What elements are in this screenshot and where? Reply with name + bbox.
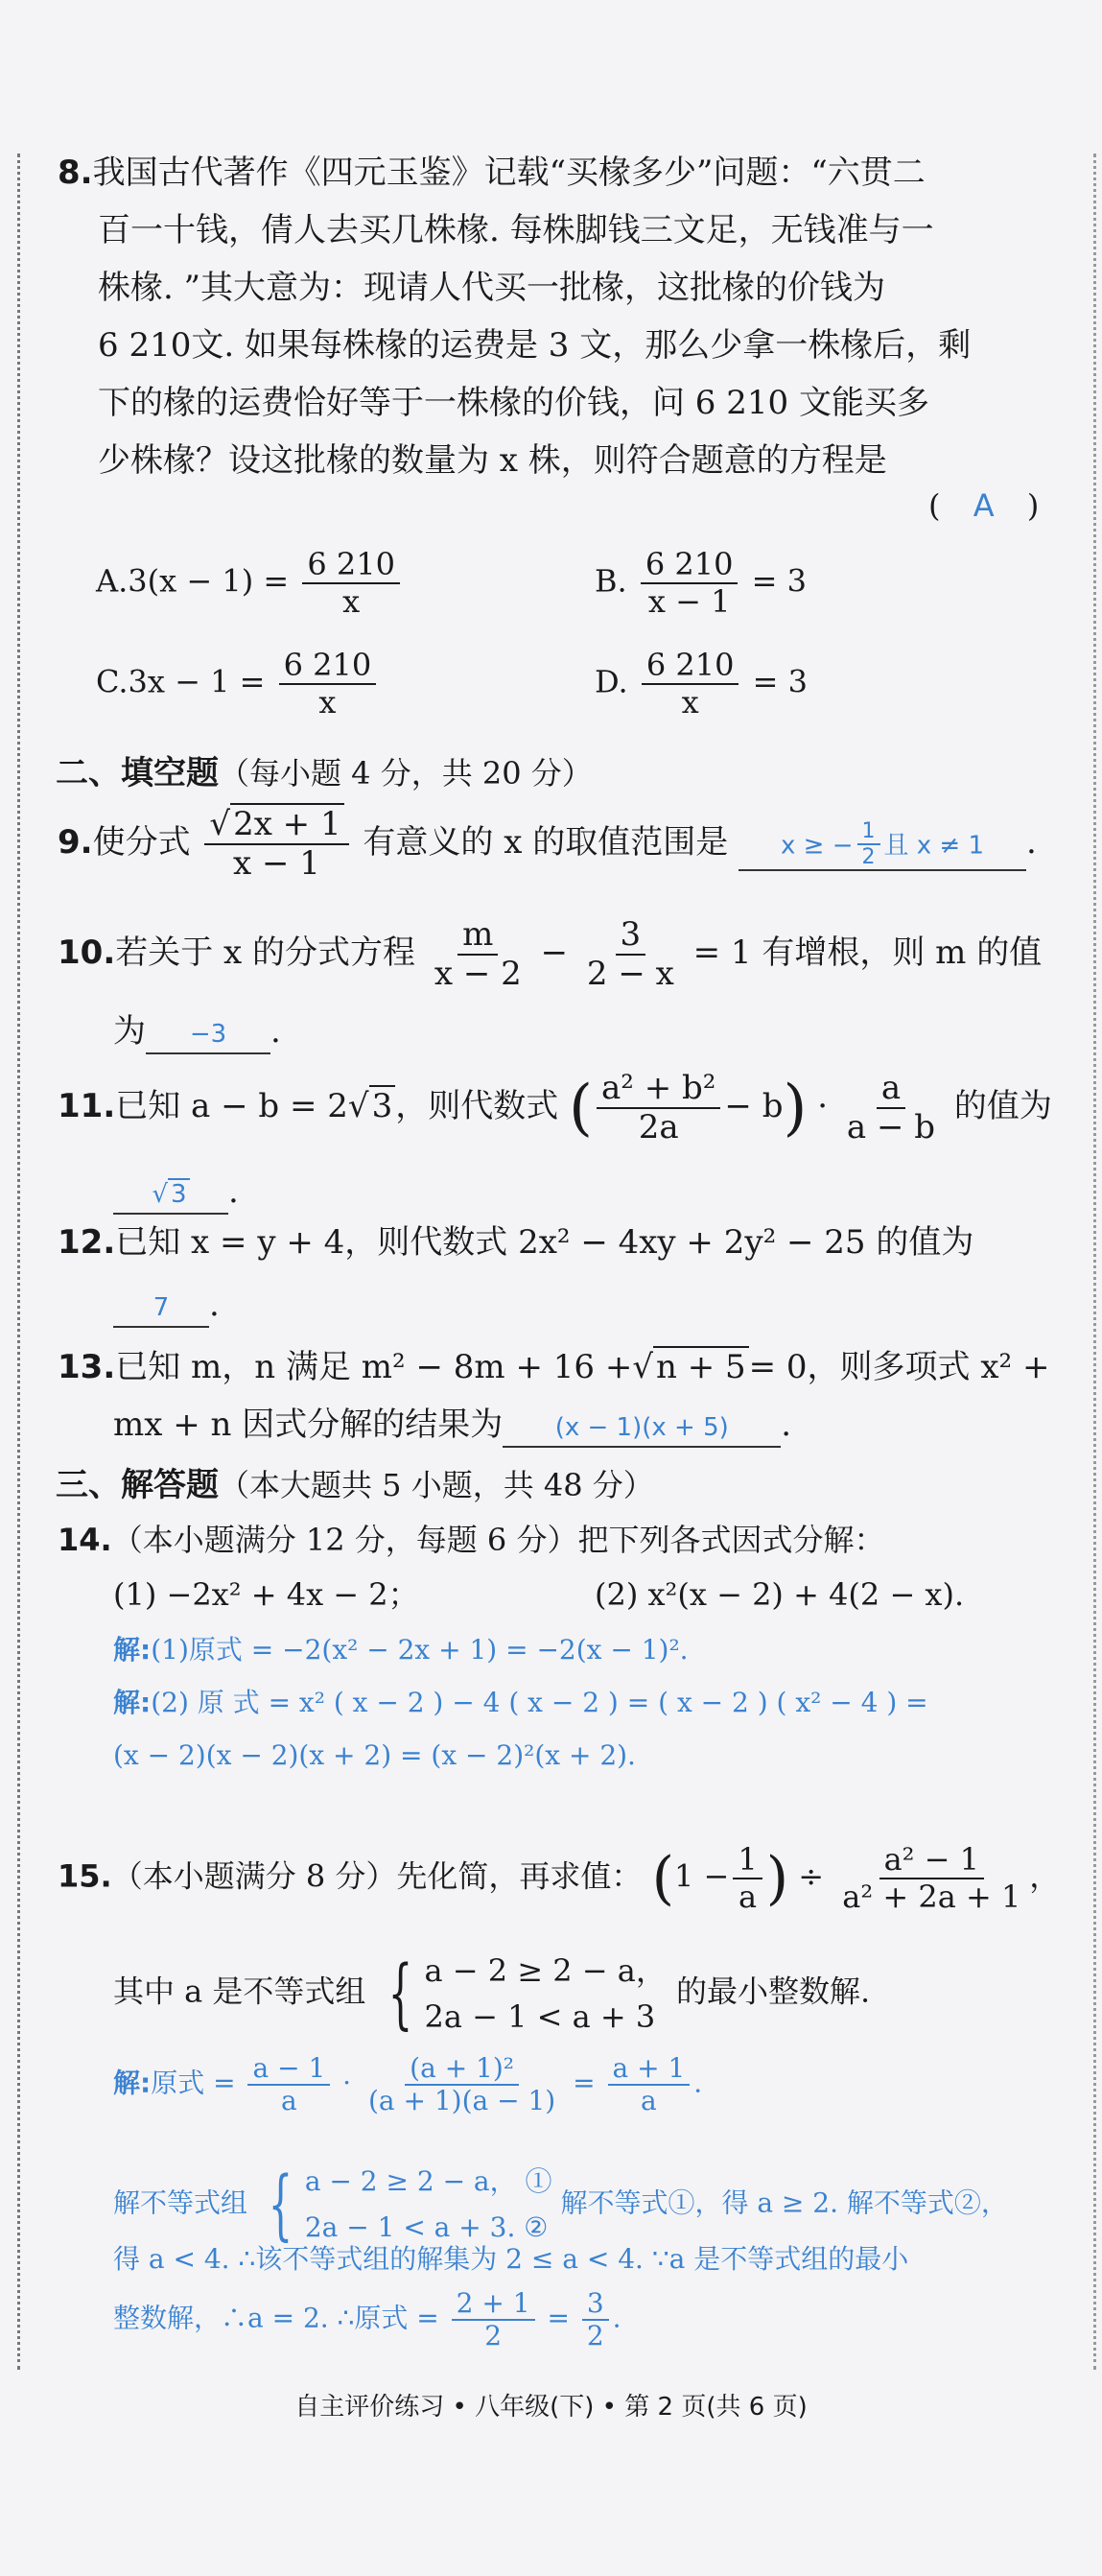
q8-option-c[interactable]: C.3x − 1 = $\frac{6 210}{x}$ [96, 648, 380, 721]
fraction: $\frac{6 210}{x}$ [302, 547, 400, 620]
question-13: 13.已知 m，n 满足 m² − 8m + 16 +√n + 5= 0，则多项式 x² + [58, 1348, 1050, 1386]
inequality-system: { a − 2 ≥ 2 − a， 2a − 1 < a + 3 [387, 1949, 667, 2038]
fraction: $\frac{6 210}{x}$ [279, 648, 377, 721]
q8-option-d[interactable]: D. $\frac{6 210}{x}$ = 3 [595, 647, 808, 721]
q15-condition: 其中 a 是不等式组 { a − 2 ≥ 2 − a， 2a − 1 < a + 3 的最小整数解. [113, 1949, 871, 2038]
question-9: 9.使分式 $\frac{√2x + 1}{x - 1}$ 有意义的 x 的取值范围是 x ≥ − $\frac{1}{2}$ 且 x ≠ 1 . [58, 805, 1037, 884]
q8-line-1: 8.我国古代著作《四元玉鉴》记载“买椽多少”问题：“六贯二 [58, 154, 926, 192]
fraction: $\frac{m}{x - 2}$ [434, 915, 522, 994]
q8-option-b[interactable]: B. $\frac{6 210}{x - 1}$ = 3 [595, 546, 807, 620]
q8-line-5: 下的椽的运费恰好等于一株椽的价钱，问 6 210 文能买多 [98, 384, 929, 422]
question-11-line-2: √ 3 . [113, 1163, 1102, 1220]
question-13-line-2: mx + n 因式分解的结果为 (x − 1)(x + 5) . [113, 1396, 1102, 1453]
question-10-line-2: 为 −3 . [113, 1003, 1102, 1060]
fraction: $\frac{a + 1}{a}$ [608, 2053, 691, 2116]
q10-answer-blank[interactable]: −3 [146, 1013, 270, 1054]
fraction: $\frac{√2x + 1}{x - 1}$ [204, 806, 348, 883]
fraction: $\frac{3}{2}$ [582, 2288, 609, 2351]
q8-line-3: 株椽. ”其大意为：现请人代买一批椽，这批椽的价钱为 [98, 269, 885, 307]
question-8 [58, 144, 1065, 489]
section-3-heading: 三、解答题（本大题共 5 小题，共 48 分） [56, 1466, 654, 1504]
question-12: 12.已知 x = y + 4，则代数式 2x² − 4xy + 2y² − 25 的值为 [58, 1223, 974, 1262]
fraction: $\frac{\text{a² + b²}}{2a}$ [597, 1070, 720, 1146]
q12-answer-blank[interactable]: 7 [113, 1287, 209, 1328]
q15-solution-4: 整数解，∴a = 2. ∴原式 = $\frac{2 + 1}{2}$ = $\frac{3}{2}$ . [113, 2287, 621, 2352]
fraction: $\frac{1}{2}$ [857, 819, 880, 870]
question-15: 15.（本小题满分 8 分）先化简，再求值： (1 − $\frac{1}{a}$ ) ÷ $\frac{\text{a² − 1}}{\text{a² + 2a + 1}}$ ， [58, 1841, 1061, 1915]
question-14: 14.（本小题满分 12 分，每题 6 分）把下列各式因式分解： [58, 1522, 885, 1558]
fraction: $\frac{a - 1}{a}$ [247, 2053, 330, 2116]
question-11: 11.已知 a − b = 2√3，则代数式 ( $\frac{\text{a² + b²}}{2a}$ − b) · $\frac{a}{a - b}$ 的值为 [58, 1069, 1052, 1147]
fraction: $\frac{a}{a - b}$ [846, 1069, 936, 1147]
fraction: $\frac{6 210}{x - 1}$ [641, 547, 739, 620]
page-footer: 自主评价练习 • 八年级(下) • 第 2 页(共 6 页) [294, 2393, 808, 2422]
fraction: $\frac{1}{a}$ [733, 1842, 762, 1915]
q14-solution-2-cont: (x − 2)(x − 2)(x + 2) = (x − 2)²(x + 2). [113, 1739, 636, 1771]
q8-line-4: 6 210文. 如果每株椽的运费是 3 文，那么少拿一株椽后，剩 [98, 326, 972, 365]
fraction: $\frac{2 + 1}{2}$ [452, 2288, 535, 2351]
q15-solution-3: 得 a < 4. ∴该不等式组的解集为 2 ≤ a < 4. ∵a 是不等式组的最小 [113, 2243, 909, 2275]
q8-line-2: 百一十钱，倩人去买几株椽. 每株脚钱三文足，无钱准与一 [98, 211, 934, 249]
q14-solution-2: 解:(2) 原 式 = x² ( x − 2 ) − 4 ( x − 2 ) = ( x − 2 ) ( x² − 4 ) = [113, 1687, 928, 1718]
question-12-line-2: 7 . [113, 1276, 1102, 1334]
fraction: $\frac{\text{a² − 1}}{\text{a² + 2a + 1}}$ [842, 1841, 1021, 1915]
q11-answer-blank[interactable]: √ 3 [113, 1173, 228, 1215]
q15-solution-1: 解:原式 = $\frac{a - 1}{a}$ · $\frac{\text{(a + 1)²}}{(a + 1)(a - 1)}$ = $\frac{a + 1}{a}$ . [113, 2052, 703, 2117]
fraction: $\frac{3}{2 - x}$ [586, 915, 674, 994]
inequality-system: { a − 2 ≥ 2 − a， ① 2a − 1 < a + 3. ② [268, 2160, 552, 2249]
q13-answer-blank[interactable]: (x − 1)(x + 5) [503, 1406, 781, 1448]
q14-part-2: (2) x²(x − 2) + 4(2 − x). [595, 1576, 965, 1613]
section-2-heading: 二、填空题（每小题 4 分，共 20 分） [56, 754, 593, 792]
q14-part-1: (1) −2x² + 4x − 2； [113, 1576, 419, 1613]
q15-solution-2: 解不等式组 { a − 2 ≥ 2 − a， ① 2a − 1 < a + 3. ② 解不等式①，得 a ≥ 2. 解不等式②， [113, 2160, 1008, 2249]
q9-answer-blank[interactable]: x ≥ − $\frac{1}{2}$ 且 x ≠ 1 [739, 819, 1026, 872]
question-10: 10.若关于 x 的分式方程 $\frac{m}{x - 2}$ − $\frac{3}{2 - x}$ = 1 有增根，则 m 的值 [58, 915, 1043, 994]
fraction: $\frac{6 210}{x}$ [642, 648, 739, 721]
fraction: $\frac{\text{(a + 1)²}}{(a + 1)(a - 1)}$ [367, 2052, 556, 2117]
q8-answer: A [973, 487, 995, 524]
binding-dotted-line [17, 154, 20, 2370]
q8-option-a[interactable]: A.3(x − 1) = $\frac{6 210}{x}$ [96, 547, 404, 620]
q14-solution-1: 解:(1)原式 = −2(x² − 2x + 1) = −2(x − 1)². [113, 1634, 689, 1666]
q8-line-6: 少株椽？设这批椽的数量为 x 株，则符合题意的方程是 [98, 441, 887, 480]
q8-answer-bracket: ( A ) [928, 487, 1040, 524]
